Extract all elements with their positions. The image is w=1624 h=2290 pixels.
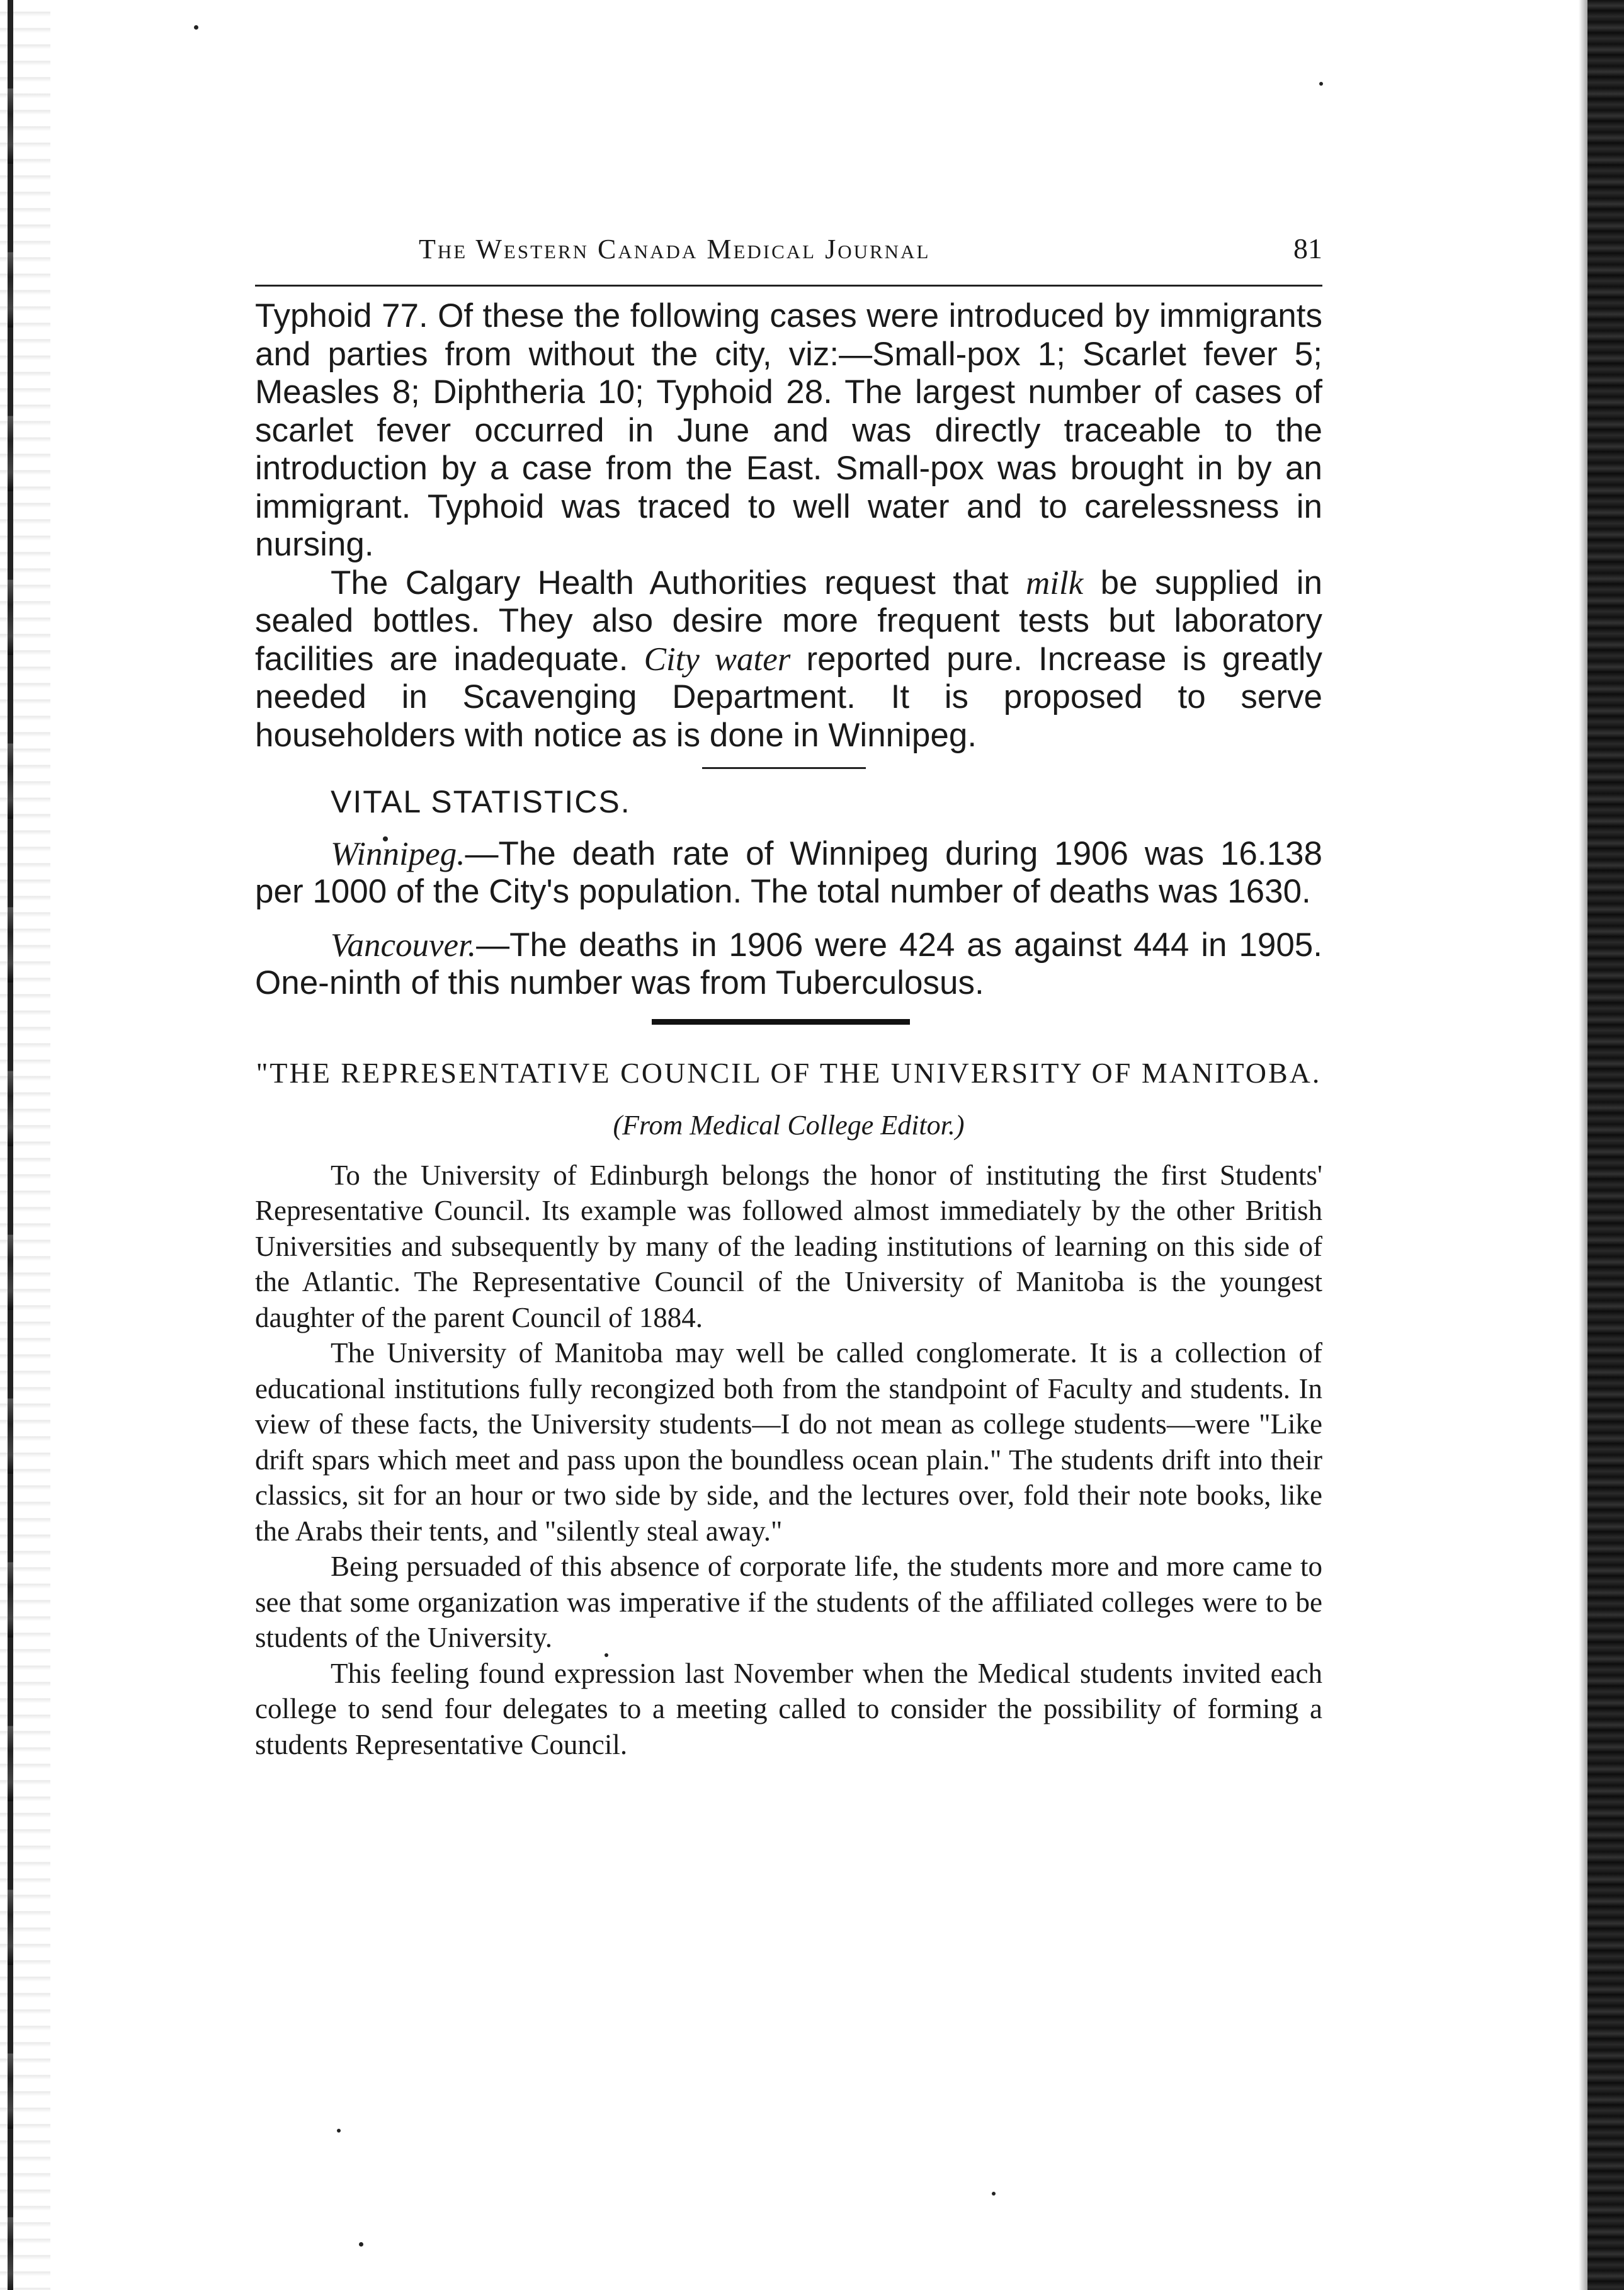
health-report: [255, 297, 1322, 1003]
article-paragraph: Being persuaded of this absence of corporate life, the students more and more came to see that some organization was imperative if the students of the affiliated colleges were to be students of the University.: [255, 1551, 1322, 1653]
council-article: [255, 1158, 1322, 1763]
binding-edge: [0, 0, 50, 2290]
place-name: Vancouver.: [331, 926, 477, 964]
scan-speck: [1319, 82, 1323, 86]
vital-statistics: [255, 835, 1322, 1003]
running-title: The Western Canada Medical Journal: [419, 234, 931, 265]
article-paragraph: To the University of Edinburgh belongs the honor of instituting the first Students' Representative Council. Its example was followed almost immediately by the other British Universities and subsequently by many of the leading institutions of learning on this side of the Atlantic. The Representative Council of the University of Manitoba is the youngest daughter of the parent Council of 1884.: [255, 1159, 1322, 1333]
vancouver-paragraph: Vancouver.—The deaths in 1906 were 424 as against 444 in 1905. One-ninth of this number was from Tuberculosus.: [255, 926, 1322, 1001]
article-divider: [652, 1019, 910, 1025]
book-spine: [1587, 0, 1624, 2290]
page-number: 81: [1293, 232, 1322, 265]
running-header: [255, 227, 1322, 283]
article-paragraph: The University of Manitoba may well be called conglomerate. It is a collection of educational institutions fully recongized both from the standpoint of Faculty and students. In view of these facts, the University students—I do not mean as college students—were "Like drift spars which meet and pass upon the boundless ocean plain." The students drift into their classics, sit for an hour or two side by side, and the lectures over, fold their note books, like the Arabs their tents, and "silently steal away.": [255, 1337, 1322, 1547]
scan-speck: [337, 2129, 341, 2133]
typhoid-paragraph: Typhoid 77. Of these the following cases were introduced by immigrants and parties from without the city, viz:—Small-pox 1; Scarlet fever 5; Measles 8; Diphtheria 10; Typhoid 28. The largest number of cases of scarlet fever occurred in June and was directly traceable to the introduction by a case from the East. Small-pox was brought in by an immigrant. Typhoid was traced to well water and to carelessness in nursing.: [255, 297, 1322, 563]
article-paragraph: This feeling found expression last November when the Medical students invited each college to send four delegates to a meeting called to consider the possibility of forming a students Representative Council.: [255, 1657, 1322, 1760]
scan-speck: [992, 2192, 996, 2196]
place-name: Winnipeg.: [331, 835, 465, 872]
council-source: (From Medical College Editor.): [613, 1109, 965, 1141]
calgary-paragraph: The Calgary Health Authorities request that milk be supplied in sealed bottles. They also desire more frequent tests but laboratory facilities are inadequate. City water reported pure. Increase is greatly needed in Scavenging Department. It is proposed to serve householders with notice as is done in Winnipeg.: [255, 564, 1322, 754]
winnipeg-paragraph: Winnipeg.—The death rate of Winnipeg during 1906 was 16.138 per 1000 of the City's population. The total number of deaths was 1630.: [255, 835, 1322, 910]
page-content: [255, 227, 1322, 1762]
section-divider: [702, 767, 866, 769]
vital-statistics-heading: VITAL STATISTICS.: [331, 784, 631, 819]
milk-emphasis: milk: [1026, 564, 1084, 601]
council-heading: "THE REPRESENTATIVE COUNCIL OF THE UNIVERSITY OF MANITOBA.: [256, 1056, 1322, 1089]
city-water-emphasis: City water: [644, 641, 791, 678]
scan-speck: [194, 25, 198, 30]
header-rule: [255, 285, 1322, 287]
scan-speck: [359, 2242, 363, 2247]
